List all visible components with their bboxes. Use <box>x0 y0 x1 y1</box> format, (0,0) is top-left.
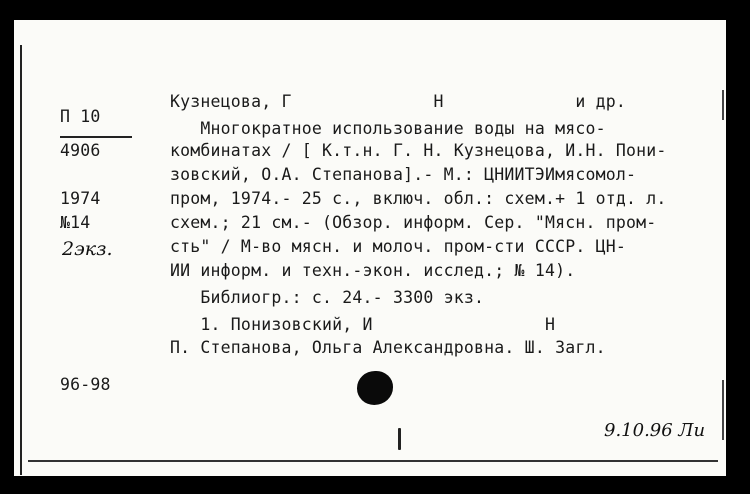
added-entry: 1. Понизовский, И Н <box>170 315 556 334</box>
card-right-mark <box>722 90 724 120</box>
description-line: комбинатах / [ К.т.н. Г. Н. Кузнецова, И.Н. Пони- <box>170 141 667 160</box>
card-right-mark <box>722 380 724 440</box>
author-heading: Кузнецова, Г Н и др. <box>170 92 627 111</box>
page-range: 96-98 <box>60 375 111 394</box>
added-entry: П. Степанова, Ольга Александровна. Ш. Загл. <box>170 338 606 357</box>
description-line: зовский, О.А. Степанова].- М.: ЦНИИТЭИмясомол- <box>170 165 637 184</box>
card-bottom-edge <box>28 460 718 462</box>
copies-count: 2экз. <box>62 238 113 260</box>
card-left-edge <box>20 45 22 475</box>
description-line: схем.; 21 см.- (Обзор. информ. Сер. "Мясн. пром- <box>170 213 657 232</box>
call-number: П 10 <box>60 107 101 126</box>
description-line: сть" / М-во мясн. и молоч. пром-сти СССР. ЦН- <box>170 237 627 256</box>
year-number: 1974 <box>60 189 101 208</box>
description-line: ИИ информ. и техн.-экон. исслед.; № 14). <box>170 261 576 280</box>
issue-number: №14 <box>60 213 91 232</box>
pen-mark <box>398 428 401 450</box>
description-line: пром, 1974.- 25 с., включ. обл.: схем.+ 1 отд. л. <box>170 189 667 208</box>
bibliography-note: Библиогр.: с. 24.- 3300 экз. <box>170 288 485 307</box>
call-number-rule <box>60 136 132 138</box>
title-line: Многократное использование воды на мясо- <box>170 119 606 138</box>
inventory-number: 4906 <box>60 141 101 160</box>
handwritten-date: 9.10.96 Ли <box>604 420 706 441</box>
